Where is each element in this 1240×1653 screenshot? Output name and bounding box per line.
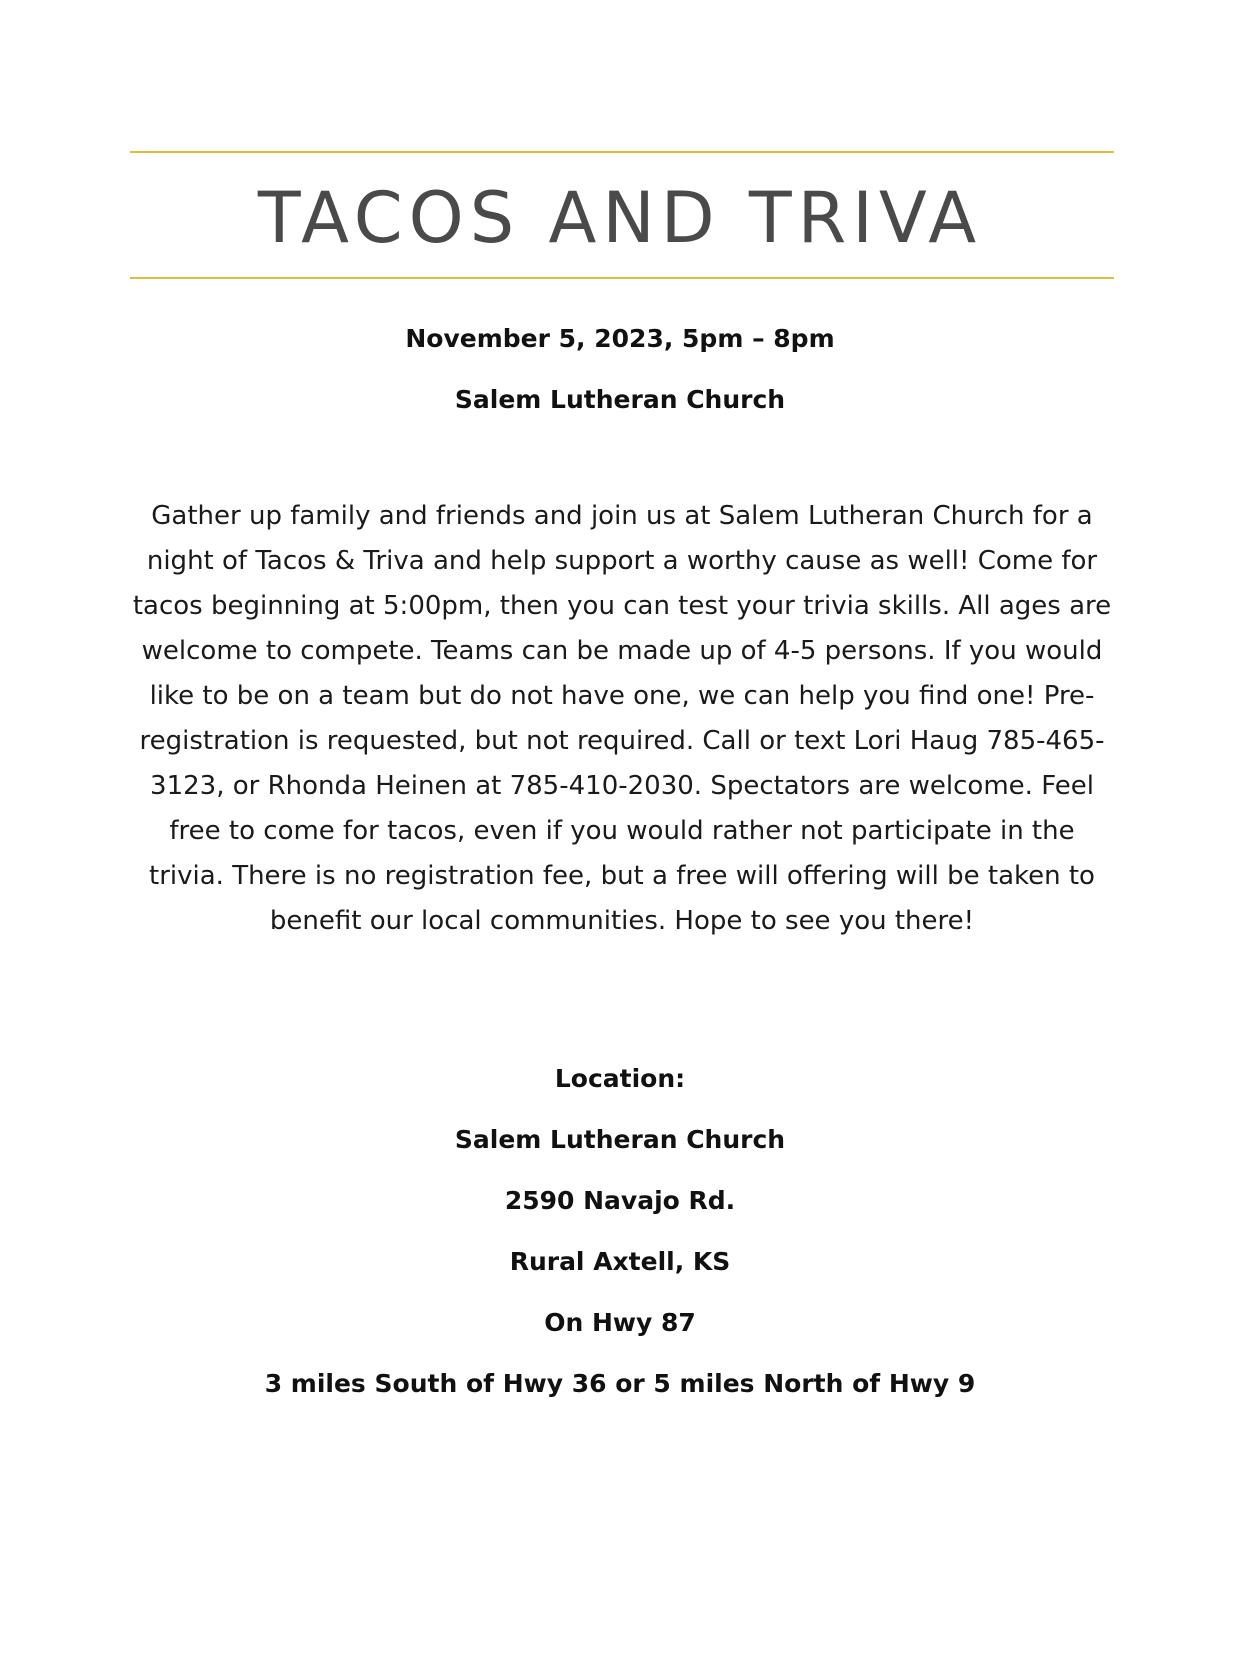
location-block <box>0 1063 1240 1429</box>
title-bottom-divider <box>130 277 1114 279</box>
event-description: Gather up family and friends and join us at Salem Lutheran Church for a night of Tacos & Triva and help support a worthy cause as well! Come for tacos beginning at 5:00pm, then you can test your trivia skills. All ages are welcome to compete. Teams can be made up of 4-5 persons. If you would like to be on a team but do not have one, we can help you find one! Pre-registration is requested, but not required. Call or text Lori Haug 785-465-3123, or Rhonda Heinen at 785-410-2030. Spectators are welcome. Feel free to come for tacos, even if you would rather not participate in the trivia. There is no registration fee, but a free will offering will be taken to benefit our local communities. Hope to see you there! <box>132 501 1112 936</box>
event-date-time: November 5, 2023, 5pm – 8pm <box>405 324 835 353</box>
location-name: Salem Lutheran Church <box>454 1125 786 1154</box>
location-heading: Location: <box>554 1064 686 1093</box>
location-directions: 3 miles South of Hwy 36 or 5 miles North of Hwy 9 <box>264 1369 976 1398</box>
location-street: 2590 Navajo Rd. <box>504 1186 736 1215</box>
title-top-divider <box>130 151 1114 153</box>
location-highway: On Hwy 87 <box>544 1308 696 1337</box>
event-venue: Salem Lutheran Church <box>454 385 786 414</box>
location-city: Rural Axtell, KS <box>509 1247 731 1276</box>
flyer-title: TACOS AND TRIVA <box>257 177 983 259</box>
